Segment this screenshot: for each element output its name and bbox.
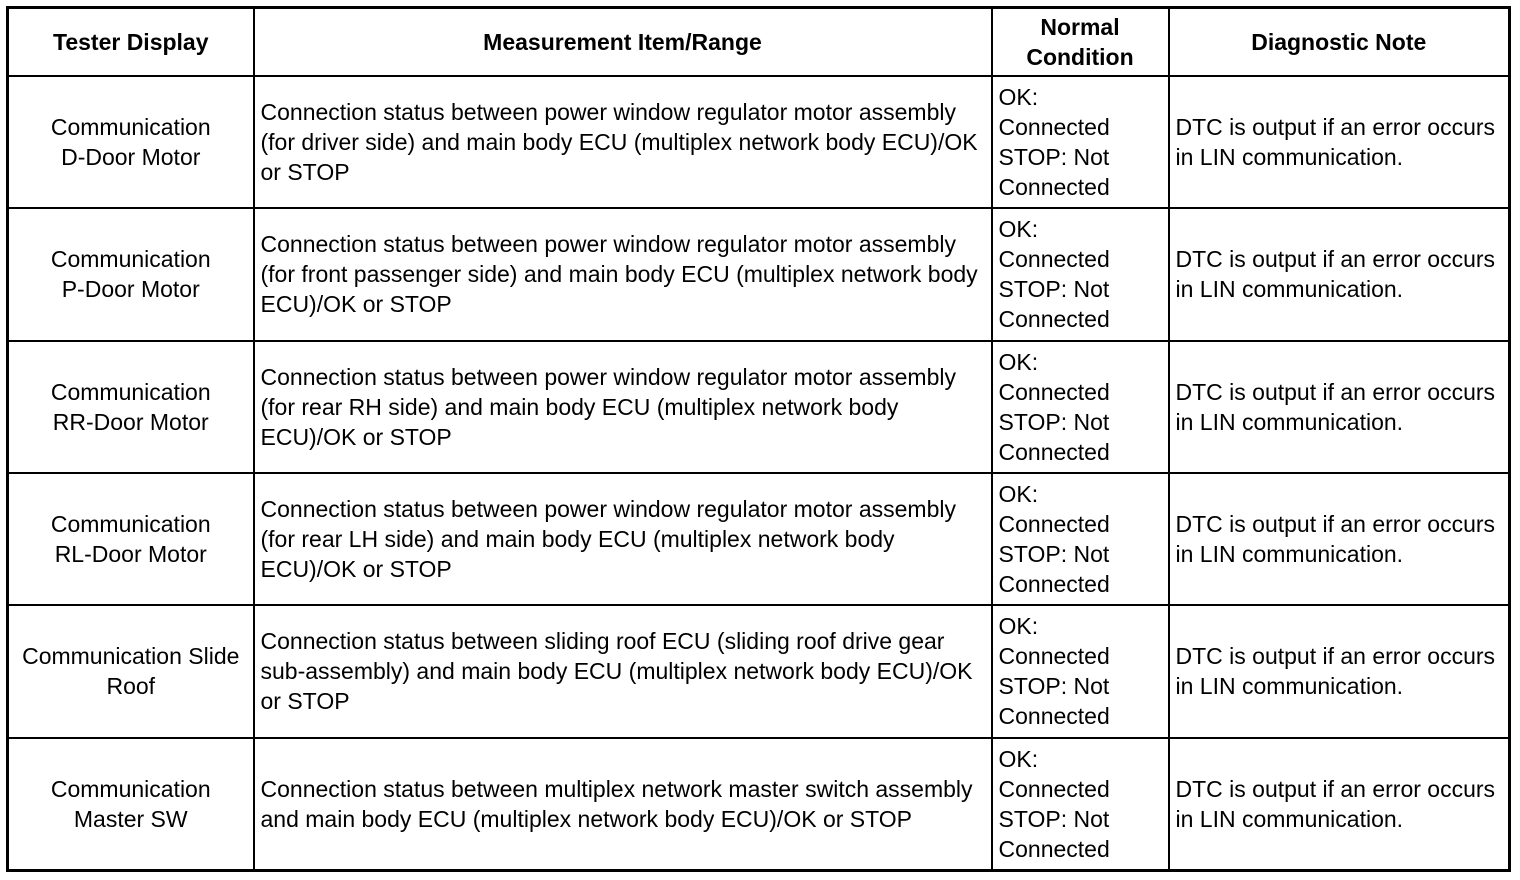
normal-condition-cell (992, 605, 1169, 737)
normal-line2: Connected (998, 378, 1110, 405)
normal-line4: Connected (998, 174, 1110, 201)
normal-line1: OK: (998, 84, 1039, 111)
tester-display-cell (8, 341, 254, 473)
tester-display-line2: P-Door Motor (61, 276, 200, 303)
measurement-cell: Connection status between power window regulator motor assembly (for rear RH side) and main body ECU (multiplex network body ECU)/OK or STOP (254, 341, 992, 473)
normal-line3: STOP: Not (998, 408, 1110, 435)
normal-line2: Connected (998, 511, 1110, 538)
header-tester-display: Tester Display (8, 8, 254, 77)
tester-display-line1: Communication (50, 378, 211, 405)
tester-display-line1: Communication (50, 114, 211, 141)
header-normal-line1: Normal (1040, 14, 1120, 40)
normal-line1: OK: (998, 745, 1039, 772)
normal-line3: STOP: Not (998, 673, 1110, 700)
tester-display-cell (8, 208, 254, 340)
normal-line3: STOP: Not (998, 276, 1110, 303)
tester-display-line1: Communication Slide (22, 643, 240, 670)
normal-line1: OK: (998, 481, 1039, 508)
measurement-cell: Connection status between power window regulator motor assembly (for front passenger side) and main body ECU (multiplex network body ECU)/OK or STOP (254, 208, 992, 340)
normal-condition-cell (992, 76, 1169, 208)
diagnostic-note-cell: DTC is output if an error occurs in LIN communication. (1169, 738, 1510, 871)
normal-line2: Connected (998, 246, 1110, 273)
diagnostic-note-cell: DTC is output if an error occurs in LIN communication. (1169, 341, 1510, 473)
diagnostic-document (6, 6, 1508, 872)
normal-line4: Connected (998, 438, 1110, 465)
header-measurement-item: Measurement Item/Range (254, 8, 992, 77)
measurement-cell: Connection status between sliding roof ECU (sliding roof drive gear sub-assembly) and main body ECU (multiplex network body ECU)/OK or STOP (254, 605, 992, 737)
normal-line1: OK: (998, 216, 1039, 243)
normal-condition-cell (992, 208, 1169, 340)
diagnostic-note-cell: DTC is output if an error occurs in LIN communication. (1169, 605, 1510, 737)
normal-line1: OK: (998, 613, 1039, 640)
normal-line4: Connected (998, 571, 1110, 598)
tester-display-line1: Communication (50, 511, 211, 538)
header-normal-line2: Condition (1026, 44, 1134, 70)
tester-display-line2: Master SW (73, 805, 188, 832)
table-row (8, 76, 1510, 208)
tester-display-cell (8, 76, 254, 208)
normal-line2: Connected (998, 643, 1110, 670)
measurement-cell: Connection status between power window regulator motor assembly (for driver side) and main body ECU (multiplex network body ECU)/OK or STOP (254, 76, 992, 208)
tester-display-line1: Communication (50, 246, 211, 273)
normal-line4: Connected (998, 835, 1110, 862)
table-row (8, 341, 1510, 473)
diagnostic-note-cell: DTC is output if an error occurs in LIN communication. (1169, 473, 1510, 605)
measurement-cell: Connection status between power window regulator motor assembly (for rear LH side) and main body ECU (multiplex network body ECU)/OK or STOP (254, 473, 992, 605)
normal-condition-cell (992, 341, 1169, 473)
tester-display-cell (8, 473, 254, 605)
diagnostic-note-cell: DTC is output if an error occurs in LIN communication. (1169, 76, 1510, 208)
measurement-cell: Connection status between multiplex network master switch assembly and main body ECU (multiplex network body ECU)/OK or STOP (254, 738, 992, 871)
data-list-table (6, 6, 1511, 872)
normal-line2: Connected (998, 114, 1110, 141)
tester-display-line2: Roof (106, 673, 156, 700)
table-row (8, 473, 1510, 605)
tester-display-cell (8, 738, 254, 871)
diagnostic-note-cell: DTC is output if an error occurs in LIN communication. (1169, 208, 1510, 340)
header-row (8, 8, 1510, 77)
normal-line4: Connected (998, 703, 1110, 730)
header-diagnostic-note: Diagnostic Note (1169, 8, 1510, 77)
table-row (8, 208, 1510, 340)
tester-display-line2: RR-Door Motor (52, 408, 209, 435)
table-row (8, 738, 1510, 871)
tester-display-line2: D-Door Motor (61, 144, 201, 171)
table-row (8, 605, 1510, 737)
normal-line2: Connected (998, 775, 1110, 802)
tester-display-line1: Communication (50, 775, 211, 802)
header-normal-condition (992, 8, 1169, 77)
tester-display-line2: RL-Door Motor (54, 541, 207, 568)
tester-display-cell (8, 605, 254, 737)
normal-line1: OK: (998, 348, 1039, 375)
normal-line3: STOP: Not (998, 541, 1110, 568)
normal-line3: STOP: Not (998, 144, 1110, 171)
normal-condition-cell (992, 738, 1169, 871)
normal-condition-cell (992, 473, 1169, 605)
normal-line4: Connected (998, 306, 1110, 333)
normal-line3: STOP: Not (998, 805, 1110, 832)
